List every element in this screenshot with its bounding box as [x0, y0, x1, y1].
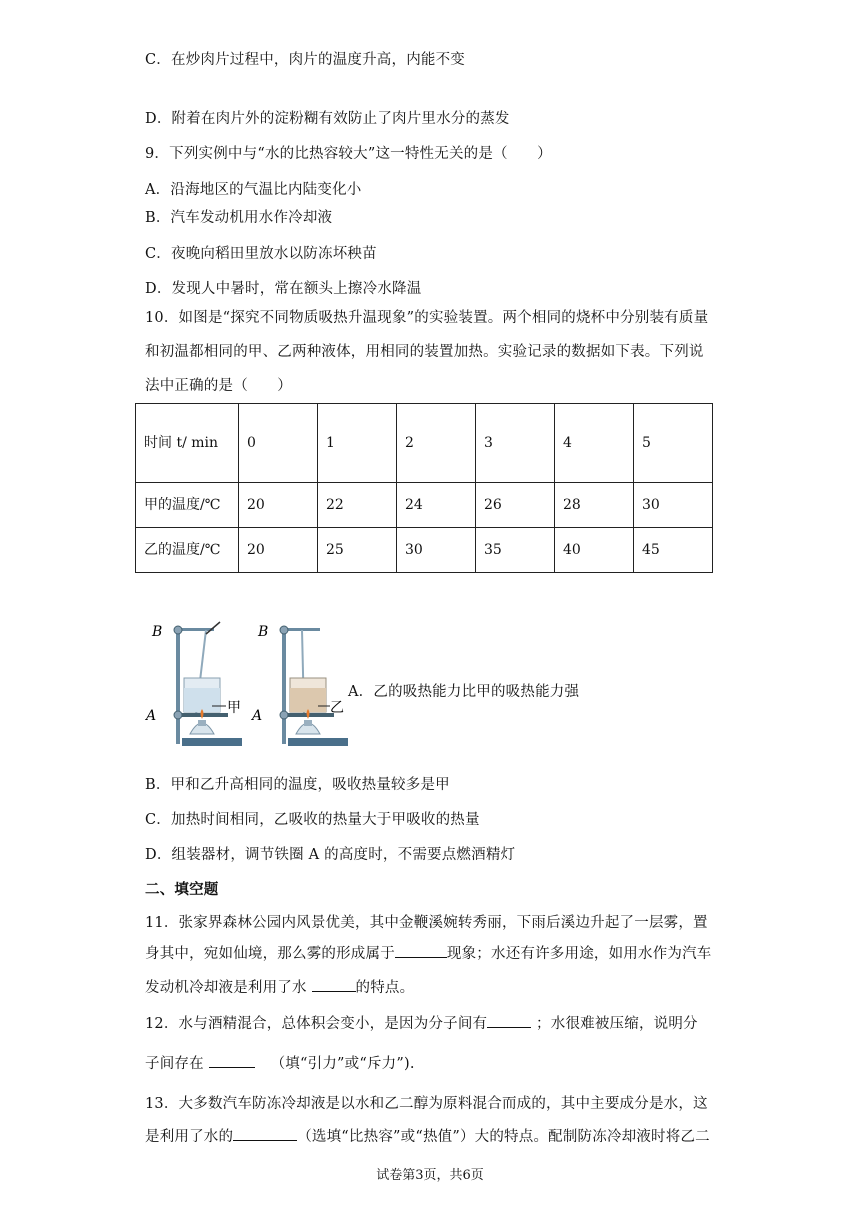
table-cell: 24 [397, 483, 476, 528]
question-12-line-1 [145, 1012, 698, 1033]
question-10: 10．如图是“探究不同物质吸热升温现象”的实验装置。两个相同的烧杯中分别装有质量和初温都相同的甲、乙两种液体，用相同的装置加热。实验记录的数据如下表。下列说法中正确的是（ ） [145, 310, 709, 394]
table-cell: 45 [634, 528, 713, 573]
text: 的特点。 [355, 980, 415, 996]
question-10-option-c: C．加热时间相同，乙吸收的热量大于甲吸收的热量 [145, 812, 480, 828]
text: ；水很难被压缩，说明分 [531, 1016, 698, 1032]
table-cell: 26 [476, 483, 555, 528]
answer-blank [209, 1053, 255, 1068]
table-cell: 40 [555, 528, 634, 573]
table-cell: 30 [634, 483, 713, 528]
question-10-option-a: A．乙的吸热能力比甲的吸热能力强 [348, 684, 580, 700]
text: 现象；水还有许多用途，如用水作为汽车 [446, 946, 712, 962]
experiment-apparatus-figure [140, 620, 350, 760]
text: （选填“比热容”或“热值”）大的特点。配制防冻冷却液时将乙二 [297, 1129, 710, 1145]
line-option-c: C．在炒肉片过程中，肉片的温度升高，内能不变 [145, 52, 465, 68]
question-9-option-a: A．沿海地区的气温比内陆变化小 [145, 182, 362, 198]
table-cell: 30 [397, 528, 476, 573]
text: 是利用了水的 [145, 1129, 234, 1145]
label-a-right: A [252, 708, 263, 724]
question-11-line-3 [145, 976, 414, 997]
table-cell: 20 [239, 483, 318, 528]
table-cell: 35 [476, 528, 555, 573]
table-cell: 4 [555, 404, 634, 483]
label-jia: 甲 [227, 700, 241, 716]
table-cell: 28 [555, 483, 634, 528]
table-row [136, 483, 713, 528]
question-9-option-c: C．夜晚向稻田里放水以防冻坏秧苗 [145, 246, 377, 262]
question-10-option-d: D．组装器材，调节铁圈 A 的高度时，不需要点燃酒精灯 [145, 847, 516, 863]
text: 身其中，宛如仙境，那么雾的形成属于 [145, 946, 395, 962]
table-cell: 0 [239, 404, 318, 483]
label-a-left: A [146, 708, 157, 724]
table-row-label: 甲的温度/℃ [136, 483, 239, 528]
table-header-label: 时间 t/ min [136, 404, 239, 483]
table-cell: 1 [318, 404, 397, 483]
page-footer: 试卷第3页，共6页 [376, 1168, 484, 1183]
table-row-label: 乙的温度/℃ [136, 528, 239, 573]
question-13-line-2 [145, 1125, 710, 1146]
line-option-d: D．附着在肉片外的淀粉糊有效防止了肉片里水分的蒸发 [145, 111, 510, 127]
table-cell: 22 [318, 483, 397, 528]
text: （填“引力”或“斥力”). [270, 1056, 415, 1072]
answer-blank [487, 1013, 531, 1028]
question-11-line-1: 11．张家界森林公园内风景优美，其中金鞭溪婉转秀丽，下雨后溪边升起了一层雾，置 [145, 915, 708, 931]
text: 子间存在 [145, 1056, 209, 1072]
answer-blank [312, 977, 356, 992]
question-11-line-2 [145, 942, 712, 963]
question-13-line-1: 13．大多数汽车防冻冷却液是以水和乙二醇为原料混合而成的，其中主要成分是水，这 [145, 1096, 708, 1112]
label-b-right: B [258, 624, 269, 640]
apparatus-right [280, 626, 348, 746]
question-9: 9．下列实例中与“水的比热容较大”这一特性无关的是（ ） [145, 146, 552, 162]
answer-blank [395, 943, 447, 958]
label-b-left: B [152, 624, 163, 640]
table-cell: 25 [318, 528, 397, 573]
text: 发动机冷却液是利用了水 [145, 980, 312, 996]
answer-blank [233, 1126, 297, 1141]
question-9-option-b: B．汽车发动机用水作冷却液 [145, 210, 333, 226]
table-row [136, 404, 713, 483]
table-row [136, 528, 713, 573]
section-heading-fill-in: 二、填空题 [145, 881, 219, 898]
apparatus-left [174, 622, 242, 746]
table-cell: 3 [476, 404, 555, 483]
data-table [135, 403, 713, 573]
table-cell: 20 [239, 528, 318, 573]
label-yi: 乙 [330, 700, 344, 716]
question-9-option-d: D．发现人中暑时，常在额头上擦冷水降温 [145, 281, 422, 297]
table-cell: 5 [634, 404, 713, 483]
question-10-option-b: B．甲和乙升高相同的温度，吸收热量较多是甲 [145, 777, 450, 793]
question-12-line-2 [145, 1052, 415, 1073]
text: 12．水与酒精混合，总体积会变小，是因为分子间有 [145, 1016, 488, 1032]
table-cell: 2 [397, 404, 476, 483]
